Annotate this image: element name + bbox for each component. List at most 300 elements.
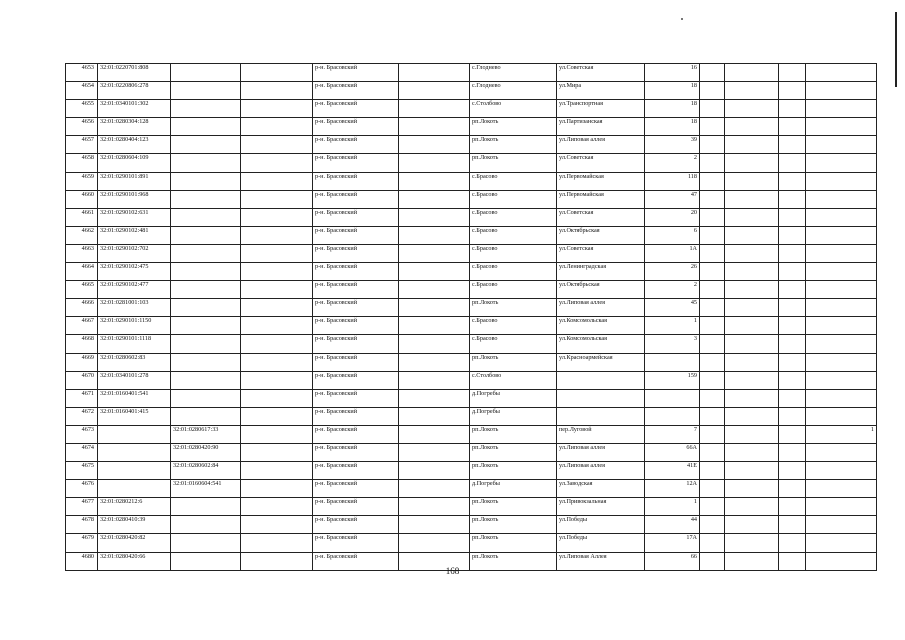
- blank-col-2-cell: [399, 498, 470, 516]
- extra-value-cell: [806, 462, 877, 480]
- extra-value-cell: [806, 407, 877, 425]
- blank-col-5-cell: [779, 443, 806, 461]
- extra-value-cell: [806, 516, 877, 534]
- cadastral-number-cell: 32:01:0160401:541: [98, 389, 171, 407]
- blank-col-2-cell: [399, 516, 470, 534]
- cadastral-number-cell: 32:01:0290102:481: [98, 226, 171, 244]
- blank-col-2-cell: [399, 263, 470, 281]
- street-cell: [557, 407, 645, 425]
- settlement-cell: рп.Локоть: [470, 498, 557, 516]
- cadastral-number-alt-cell: [171, 118, 241, 136]
- extra-value-cell: [806, 64, 877, 82]
- blank-col-4-cell: [725, 407, 779, 425]
- blank-col-5-cell: [779, 407, 806, 425]
- cadastral-number-cell: 32:01:0220806:278: [98, 82, 171, 100]
- blank-col-4-cell: [725, 82, 779, 100]
- cadastral-number-alt-cell: [171, 263, 241, 281]
- settlement-cell: с.Брасово: [470, 190, 557, 208]
- cadastral-number-alt-cell: [171, 317, 241, 335]
- house-number-cell: 47: [645, 190, 700, 208]
- table-row: [66, 136, 877, 154]
- blank-col-5-cell: [779, 462, 806, 480]
- table-row: [66, 299, 877, 317]
- settlement-cell: рп.Локоть: [470, 534, 557, 552]
- street-cell: ул.Партизанская: [557, 118, 645, 136]
- house-number-cell: 2: [645, 154, 700, 172]
- cadastral-number-alt-cell: [171, 389, 241, 407]
- table-row: [66, 154, 877, 172]
- blank-col-4-cell: [725, 480, 779, 498]
- blank-col-3-cell: [700, 226, 725, 244]
- cadastral-number-alt-cell: 32:01:0280617:33: [171, 425, 241, 443]
- blank-col-2-cell: [399, 299, 470, 317]
- blank-col-4-cell: [725, 100, 779, 118]
- blank-col-cell: [241, 407, 313, 425]
- blank-col-3-cell: [700, 190, 725, 208]
- blank-col-5-cell: [779, 263, 806, 281]
- extra-value-cell: [806, 389, 877, 407]
- street-cell: ул.Октябрьская: [557, 281, 645, 299]
- district-cell: р-н. Брасовский: [313, 172, 399, 190]
- street-cell: ул.Советская: [557, 64, 645, 82]
- blank-col-2-cell: [399, 82, 470, 100]
- cadastral-number-cell: 32:01:0280410:39: [98, 516, 171, 534]
- blank-col-4-cell: [725, 154, 779, 172]
- district-cell: р-н. Брасовский: [313, 552, 399, 570]
- cadastral-number-alt-cell: 32:01:0160604:541: [171, 480, 241, 498]
- blank-col-5-cell: [779, 154, 806, 172]
- street-cell: ул.Липовая аллея: [557, 299, 645, 317]
- blank-col-4-cell: [725, 244, 779, 262]
- blank-col-cell: [241, 534, 313, 552]
- blank-col-5-cell: [779, 82, 806, 100]
- street-cell: ул.Липовая аллея: [557, 136, 645, 154]
- district-cell: р-н. Брасовский: [313, 480, 399, 498]
- house-number-cell: 1: [645, 317, 700, 335]
- record-number-cell: 4666: [66, 299, 98, 317]
- blank-col-5-cell: [779, 516, 806, 534]
- house-number-cell: [645, 353, 700, 371]
- blank-col-cell: [241, 82, 313, 100]
- blank-col-4-cell: [725, 208, 779, 226]
- cadastral-number-alt-cell: [171, 172, 241, 190]
- table-row: [66, 389, 877, 407]
- blank-col-5-cell: [779, 335, 806, 353]
- blank-col-2-cell: [399, 335, 470, 353]
- blank-col-cell: [241, 480, 313, 498]
- cadastral-number-cell: 32:01:0280212:6: [98, 498, 171, 516]
- record-number-cell: 4679: [66, 534, 98, 552]
- house-number-cell: 18: [645, 118, 700, 136]
- blank-col-3-cell: [700, 353, 725, 371]
- settlement-cell: с.Глоднево: [470, 64, 557, 82]
- cadastral-number-cell: 32:01:0290101:1150: [98, 317, 171, 335]
- house-number-cell: 6: [645, 226, 700, 244]
- blank-col-2-cell: [399, 317, 470, 335]
- settlement-cell: рп.Локоть: [470, 154, 557, 172]
- record-number-cell: 4680: [66, 552, 98, 570]
- blank-col-2-cell: [399, 480, 470, 498]
- district-cell: р-н. Брасовский: [313, 425, 399, 443]
- blank-col-3-cell: [700, 425, 725, 443]
- blank-col-cell: [241, 172, 313, 190]
- page-number: 168: [445, 566, 460, 576]
- blank-col-cell: [241, 226, 313, 244]
- blank-col-3-cell: [700, 136, 725, 154]
- blank-col-cell: [241, 299, 313, 317]
- cadastral-number-alt-cell: 32:01:0280420:90: [171, 443, 241, 461]
- cadastral-number-alt-cell: [171, 516, 241, 534]
- extra-value-cell: [806, 480, 877, 498]
- extra-value-cell: [806, 190, 877, 208]
- extra-value-cell: [806, 118, 877, 136]
- district-cell: р-н. Брасовский: [313, 534, 399, 552]
- record-number-cell: 4671: [66, 389, 98, 407]
- district-cell: р-н. Брасовский: [313, 317, 399, 335]
- blank-col-4-cell: [725, 516, 779, 534]
- blank-col-cell: [241, 190, 313, 208]
- extra-value-cell: [806, 443, 877, 461]
- blank-col-3-cell: [700, 64, 725, 82]
- record-number-cell: 4656: [66, 118, 98, 136]
- table-row: [66, 281, 877, 299]
- blank-col-5-cell: [779, 64, 806, 82]
- blank-col-4-cell: [725, 498, 779, 516]
- settlement-cell: рп.Локоть: [470, 299, 557, 317]
- house-number-cell: 41Е: [645, 462, 700, 480]
- table-row: [66, 516, 877, 534]
- blank-col-3-cell: [700, 443, 725, 461]
- cadastral-number-alt-cell: [171, 190, 241, 208]
- record-number-cell: 4663: [66, 244, 98, 262]
- house-number-cell: 12А: [645, 480, 700, 498]
- cadastral-number-alt-cell: [171, 371, 241, 389]
- blank-col-5-cell: [779, 353, 806, 371]
- record-number-cell: 4668: [66, 335, 98, 353]
- settlement-cell: рп.Локоть: [470, 552, 557, 570]
- blank-col-cell: [241, 208, 313, 226]
- cadastral-number-cell: 32:01:0290102:631: [98, 208, 171, 226]
- district-cell: р-н. Брасовский: [313, 100, 399, 118]
- record-number-cell: 4672: [66, 407, 98, 425]
- extra-value-cell: [806, 317, 877, 335]
- house-number-cell: [645, 407, 700, 425]
- record-number-cell: 4678: [66, 516, 98, 534]
- cadastral-number-alt-cell: [171, 353, 241, 371]
- record-number-cell: 4658: [66, 154, 98, 172]
- blank-col-3-cell: [700, 172, 725, 190]
- house-number-cell: 26: [645, 263, 700, 281]
- district-cell: р-н. Брасовский: [313, 371, 399, 389]
- settlement-cell: с.Брасово: [470, 263, 557, 281]
- record-number-cell: 4675: [66, 462, 98, 480]
- extra-value-cell: [806, 244, 877, 262]
- table-row: [66, 498, 877, 516]
- blank-col-3-cell: [700, 100, 725, 118]
- blank-col-4-cell: [725, 353, 779, 371]
- street-cell: ул.Первомайская: [557, 190, 645, 208]
- extra-value-cell: [806, 281, 877, 299]
- table-row: [66, 353, 877, 371]
- blank-col-4-cell: [725, 335, 779, 353]
- blank-col-2-cell: [399, 136, 470, 154]
- house-number-cell: 18: [645, 82, 700, 100]
- record-number-cell: 4659: [66, 172, 98, 190]
- street-cell: [557, 371, 645, 389]
- blank-col-cell: [241, 281, 313, 299]
- blank-col-5-cell: [779, 136, 806, 154]
- district-cell: р-н. Брасовский: [313, 462, 399, 480]
- district-cell: р-н. Брасовский: [313, 244, 399, 262]
- settlement-cell: рп.Локоть: [470, 353, 557, 371]
- cadastral-number-alt-cell: [171, 208, 241, 226]
- blank-col-2-cell: [399, 208, 470, 226]
- settlement-cell: с.Брасово: [470, 172, 557, 190]
- blank-col-2-cell: [399, 371, 470, 389]
- street-cell: ул.Липовая Аллея: [557, 552, 645, 570]
- record-number-cell: 4673: [66, 425, 98, 443]
- blank-col-cell: [241, 100, 313, 118]
- blank-col-3-cell: [700, 263, 725, 281]
- blank-col-4-cell: [725, 136, 779, 154]
- street-cell: ул.Привокзальная: [557, 498, 645, 516]
- cadastral-number-cell: 32:01:0290102:477: [98, 281, 171, 299]
- blank-col-cell: [241, 263, 313, 281]
- cadastral-number-cell: 32:01:0280420:66: [98, 552, 171, 570]
- district-cell: р-н. Брасовский: [313, 154, 399, 172]
- blank-col-cell: [241, 371, 313, 389]
- cadastral-number-alt-cell: [171, 534, 241, 552]
- cadastral-number-cell: 32:01:0280304:128: [98, 118, 171, 136]
- blank-col-2-cell: [399, 244, 470, 262]
- table-row: [66, 172, 877, 190]
- table-row: [66, 118, 877, 136]
- extra-value-cell: [806, 154, 877, 172]
- district-cell: р-н. Брасовский: [313, 516, 399, 534]
- cadastral-number-alt-cell: [171, 82, 241, 100]
- cadastral-number-alt-cell: [171, 136, 241, 154]
- cadastral-number-alt-cell: [171, 498, 241, 516]
- table-row: [66, 317, 877, 335]
- street-cell: ул.Комсомольская: [557, 317, 645, 335]
- blank-col-3-cell: [700, 118, 725, 136]
- cadastral-number-cell: 32:01:0280404:123: [98, 136, 171, 154]
- blank-col-3-cell: [700, 154, 725, 172]
- blank-col-4-cell: [725, 172, 779, 190]
- cadastral-number-cell: 32:01:0340101:278: [98, 371, 171, 389]
- table-row: [66, 534, 877, 552]
- settlement-cell: рп.Локоть: [470, 118, 557, 136]
- house-number-cell: 7: [645, 425, 700, 443]
- street-cell: ул.Октябрьская: [557, 226, 645, 244]
- table-row: [66, 208, 877, 226]
- blank-col-5-cell: [779, 498, 806, 516]
- district-cell: р-н. Брасовский: [313, 118, 399, 136]
- blank-col-3-cell: [700, 534, 725, 552]
- street-cell: ул.Ленинградская: [557, 263, 645, 281]
- blank-col-cell: [241, 64, 313, 82]
- blank-col-cell: [241, 462, 313, 480]
- district-cell: р-н. Брасовский: [313, 82, 399, 100]
- settlement-cell: с.Брасово: [470, 317, 557, 335]
- cadastral-number-alt-cell: [171, 244, 241, 262]
- district-cell: р-н. Брасовский: [313, 443, 399, 461]
- table-row: [66, 443, 877, 461]
- house-number-cell: 66А: [645, 443, 700, 461]
- blank-col-2-cell: [399, 226, 470, 244]
- cadastral-number-cell: [98, 443, 171, 461]
- cadastral-number-alt-cell: [171, 154, 241, 172]
- district-cell: р-н. Брасовский: [313, 407, 399, 425]
- district-cell: р-н. Брасовский: [313, 136, 399, 154]
- blank-col-5-cell: [779, 118, 806, 136]
- record-number-cell: 4676: [66, 480, 98, 498]
- record-number-cell: 4660: [66, 190, 98, 208]
- settlement-cell: рп.Локоть: [470, 136, 557, 154]
- district-cell: р-н. Брасовский: [313, 389, 399, 407]
- table-row: [66, 100, 877, 118]
- registry-table: [65, 63, 877, 571]
- cadastral-number-alt-cell: [171, 281, 241, 299]
- street-cell: ул.Мира: [557, 82, 645, 100]
- settlement-cell: д.Погребы: [470, 407, 557, 425]
- table-row: [66, 263, 877, 281]
- cadastral-number-cell: 32:01:0280420:82: [98, 534, 171, 552]
- settlement-cell: с.Брасово: [470, 208, 557, 226]
- blank-col-cell: [241, 516, 313, 534]
- extra-value-cell: [806, 299, 877, 317]
- record-number-cell: 4677: [66, 498, 98, 516]
- blank-col-cell: [241, 353, 313, 371]
- district-cell: р-н. Брасовский: [313, 299, 399, 317]
- district-cell: р-н. Брасовский: [313, 208, 399, 226]
- extra-value-cell: [806, 263, 877, 281]
- blank-col-4-cell: [725, 443, 779, 461]
- blank-col-3-cell: [700, 244, 725, 262]
- blank-col-5-cell: [779, 480, 806, 498]
- settlement-cell: д.Погребы: [470, 480, 557, 498]
- blank-col-3-cell: [700, 462, 725, 480]
- blank-col-5-cell: [779, 281, 806, 299]
- street-cell: ул.Заводская: [557, 480, 645, 498]
- blank-col-3-cell: [700, 480, 725, 498]
- settlement-cell: с.Столбово: [470, 371, 557, 389]
- cadastral-number-cell: 32:01:0160401:415: [98, 407, 171, 425]
- house-number-cell: 2: [645, 281, 700, 299]
- table-row: [66, 371, 877, 389]
- street-cell: ул.Транспортная: [557, 100, 645, 118]
- blank-col-3-cell: [700, 407, 725, 425]
- record-number-cell: 4670: [66, 371, 98, 389]
- blank-col-cell: [241, 389, 313, 407]
- record-number-cell: 4654: [66, 82, 98, 100]
- settlement-cell: с.Брасово: [470, 281, 557, 299]
- street-cell: ул.Красноармейская: [557, 353, 645, 371]
- record-number-cell: 4667: [66, 317, 98, 335]
- street-cell: ул.Комсомольская: [557, 335, 645, 353]
- house-number-cell: 3: [645, 335, 700, 353]
- house-number-cell: 17А: [645, 534, 700, 552]
- settlement-cell: д.Погребы: [470, 389, 557, 407]
- blank-col-cell: [241, 425, 313, 443]
- blank-col-3-cell: [700, 516, 725, 534]
- street-cell: ул.Советская: [557, 154, 645, 172]
- blank-col-5-cell: [779, 317, 806, 335]
- table-row: [66, 244, 877, 262]
- cadastral-number-alt-cell: [171, 335, 241, 353]
- street-cell: ул.Победы: [557, 516, 645, 534]
- settlement-cell: рп.Локоть: [470, 443, 557, 461]
- blank-col-3-cell: [700, 299, 725, 317]
- settlement-cell: с.Брасово: [470, 226, 557, 244]
- registry-table-body: [66, 64, 877, 571]
- blank-col-4-cell: [725, 299, 779, 317]
- blank-col-3-cell: [700, 208, 725, 226]
- blank-col-2-cell: [399, 462, 470, 480]
- extra-value-cell: [806, 353, 877, 371]
- district-cell: р-н. Брасовский: [313, 498, 399, 516]
- cadastral-number-alt-cell: 32:01:0280602:84: [171, 462, 241, 480]
- blank-col-4-cell: [725, 534, 779, 552]
- cadastral-number-alt-cell: [171, 64, 241, 82]
- cadastral-number-alt-cell: [171, 407, 241, 425]
- table-row: [66, 190, 877, 208]
- blank-col-cell: [241, 118, 313, 136]
- house-number-cell: 45: [645, 299, 700, 317]
- blank-col-4-cell: [725, 462, 779, 480]
- blank-col-4-cell: [725, 226, 779, 244]
- cadastral-number-cell: 32:01:0290101:891: [98, 172, 171, 190]
- blank-col-4-cell: [725, 190, 779, 208]
- extra-value-cell: [806, 100, 877, 118]
- district-cell: р-н. Брасовский: [313, 226, 399, 244]
- record-number-cell: 4664: [66, 263, 98, 281]
- house-number-cell: 1: [645, 498, 700, 516]
- blank-col-2-cell: [399, 407, 470, 425]
- cadastral-number-cell: 32:01:0290101:1118: [98, 335, 171, 353]
- blank-col-2-cell: [399, 281, 470, 299]
- blank-col-2-cell: [399, 100, 470, 118]
- house-number-cell: 159: [645, 371, 700, 389]
- street-cell: ул.Советская: [557, 208, 645, 226]
- house-number-cell: 1А: [645, 244, 700, 262]
- blank-col-2-cell: [399, 118, 470, 136]
- house-number-cell: 118: [645, 172, 700, 190]
- district-cell: р-н. Брасовский: [313, 263, 399, 281]
- table-row: [66, 407, 877, 425]
- extra-value-cell: [806, 208, 877, 226]
- district-cell: р-н. Брасовский: [313, 190, 399, 208]
- record-number-cell: 4662: [66, 226, 98, 244]
- house-number-cell: [645, 389, 700, 407]
- street-cell: [557, 389, 645, 407]
- extra-value-cell: [806, 136, 877, 154]
- blank-col-2-cell: [399, 425, 470, 443]
- blank-col-2-cell: [399, 534, 470, 552]
- blank-col-cell: [241, 317, 313, 335]
- house-number-cell: 66: [645, 552, 700, 570]
- house-number-cell: 44: [645, 516, 700, 534]
- table-row: [66, 335, 877, 353]
- blank-col-2-cell: [399, 172, 470, 190]
- blank-col-2-cell: [399, 443, 470, 461]
- blank-col-3-cell: [700, 281, 725, 299]
- blank-col-cell: [241, 335, 313, 353]
- blank-col-2-cell: [399, 190, 470, 208]
- blank-col-cell: [241, 443, 313, 461]
- table-row: [66, 480, 877, 498]
- extra-value-cell: [806, 371, 877, 389]
